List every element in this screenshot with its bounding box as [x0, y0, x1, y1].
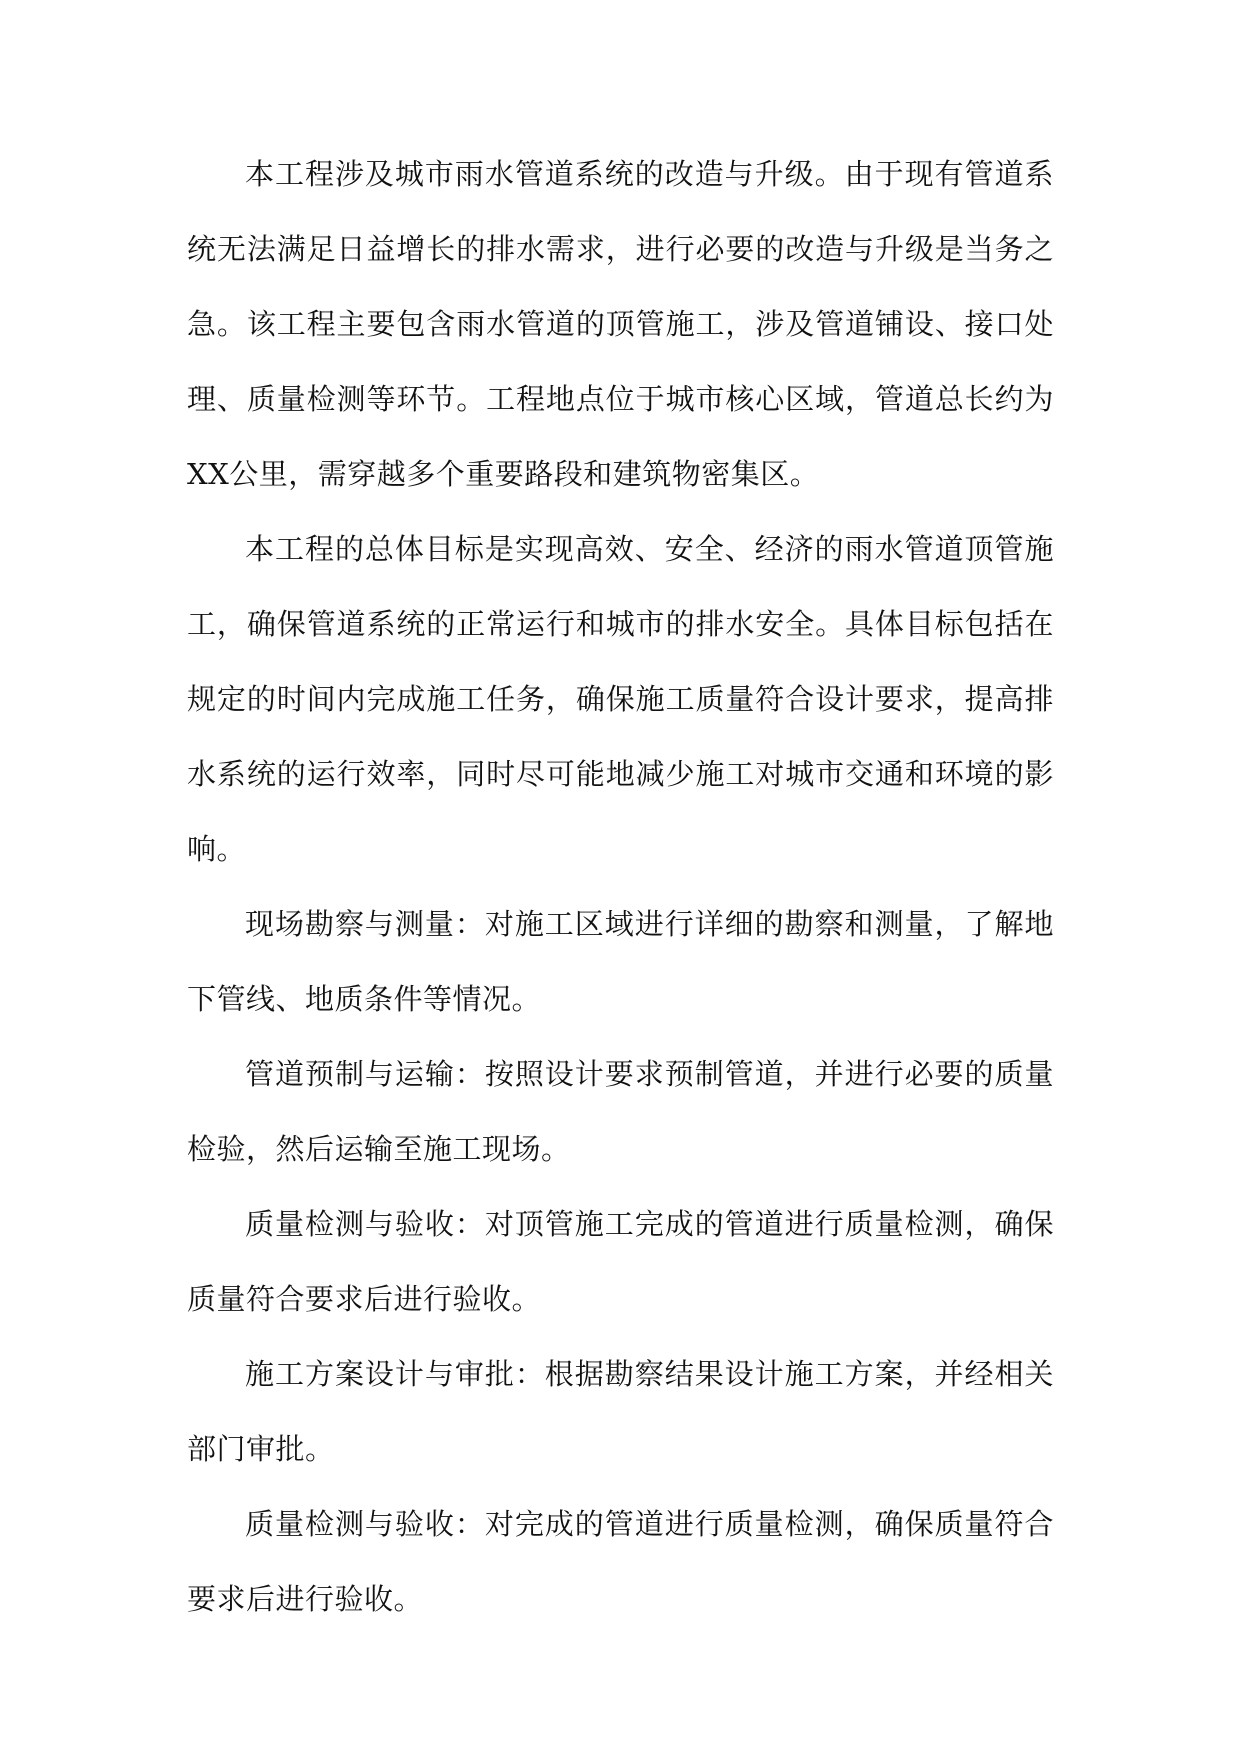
paragraph-final-acceptance: 质量检测与验收：对完成的管道进行质量检测，确保质量符合要求后进行验收。: [187, 1507, 1054, 1616]
paragraph-construction-plan: 施工方案设计与审批：根据勘察结果设计施工方案，并经相关部门审批。: [187, 1357, 1054, 1466]
paragraph-project-overview: 本工程涉及城市雨水管道系统的改造与升级。由于现有管道系统无法满足日益增长的排水需求，进行必要的改造与升级是当务之急。该工程主要包含雨水管道的顶管施工，涉及管道铺设、接口处理、质量检测等环节。工程地点位于城市核心区域，管道总长约为XX公里，需穿越多个重要路段和建筑物密集区。: [187, 157, 1054, 491]
paragraph-quality-inspection: 质量检测与验收：对顶管施工完成的管道进行质量检测，确保质量符合要求后进行验收。: [187, 1207, 1054, 1316]
paragraph-project-goals: 本工程的总体目标是实现高效、安全、经济的雨水管道顶管施工，确保管道系统的正常运行和城市的排水安全。具体目标包括在规定的时间内完成施工任务，确保施工质量符合设计要求，提高排水系统的运行效率，同时尽可能地减少施工对城市交通和环境的影响。: [187, 532, 1054, 866]
paragraph-site-survey: 现场勘察与测量：对施工区域进行详细的勘察和测量，了解地下管线、地质条件等情况。: [187, 907, 1054, 1016]
paragraph-pipe-prefabrication: 管道预制与运输：按照设计要求预制管道，并进行必要的质量检验，然后运输至施工现场。: [187, 1057, 1054, 1166]
